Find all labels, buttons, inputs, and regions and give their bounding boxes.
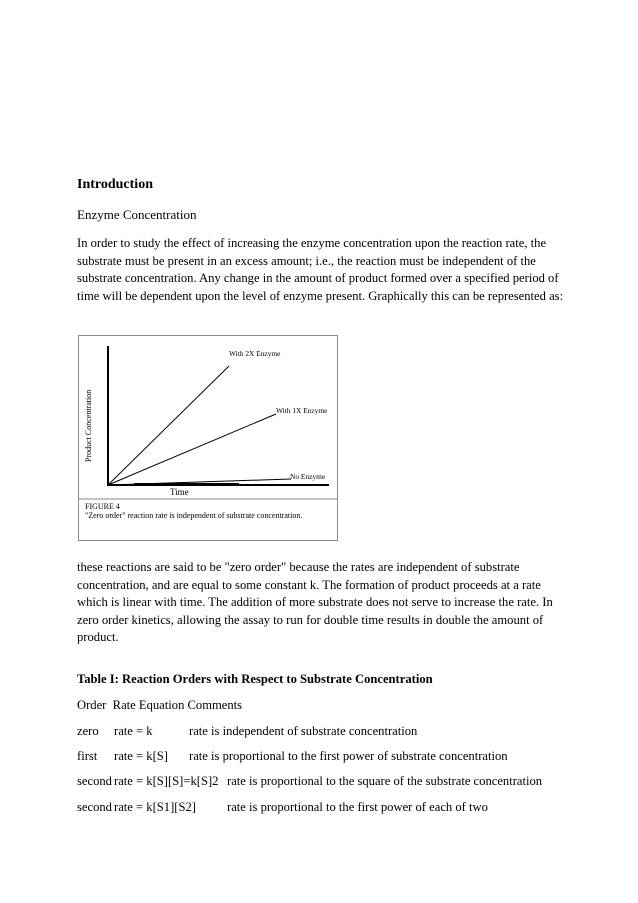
row-order: zero [77,724,99,738]
row-equation: rate = k[S1][S2] [114,800,196,814]
figure-caption-text: "Zero order" reaction rate is independent of substrate concentration. [85,511,303,520]
row-order: second [77,800,112,814]
row-equation: rate = k[S] [114,749,168,763]
table-title: Table I: Reaction Orders with Respect to Substrate Concentration [77,672,433,686]
row-order: first [77,749,98,763]
subheading: Enzyme Concentration [77,207,197,222]
y-axis-label: Product Concentration [84,389,93,462]
line-1x-enzyme [108,414,276,485]
intro-paragraph: In order to study the effect of increasing the enzyme concentration upon the reaction rate, the substrate must be present in an excess amount; i.e., the reaction must be independent of the substrate concentration. Any change in the amount of product formed over a specified period of time will be dependent upon the level of enzyme present. Graphically this can be represented as: [77,236,564,303]
row-equation: rate = k[S][S]=k[S]2 [114,774,219,788]
row-comment: rate is proportional to the first power of substrate concentration [189,749,508,763]
zero-order-paragraph: these reactions are said to be "zero order" because the rates are independent of substrate concentration, and are equal to some constant k. The formation of product proceeds at a rate which is linear with time. The addition of more substrate does not serve to increase the rate. In zero order kinetics, allowing the assay to run for double time results in double the amount of product. [77,560,553,644]
row-comment: rate is proportional to the first power of each of two [227,800,488,814]
section-heading: Introduction [77,177,153,192]
line-1x-label: With 1X Enzyme [276,406,328,415]
row-order: second [77,774,112,788]
row-comment: rate is independent of substrate concentration [189,724,418,738]
figure-caption-title: FIGURE 4 [85,502,120,511]
line-none-label: No Enzyme [290,472,326,481]
table-header: Order Rate Equation Comments [77,698,243,712]
line-2x-label: With 2X Enzyme [229,349,281,358]
row-equation: rate = k [114,724,153,738]
figure-caption [85,502,325,520]
x-axis-label: Time [170,487,189,497]
row-comment: rate is proportional to the square of the substrate concentration [227,774,543,788]
figure-zero-order [78,335,338,541]
line-2x-enzyme [108,366,229,485]
